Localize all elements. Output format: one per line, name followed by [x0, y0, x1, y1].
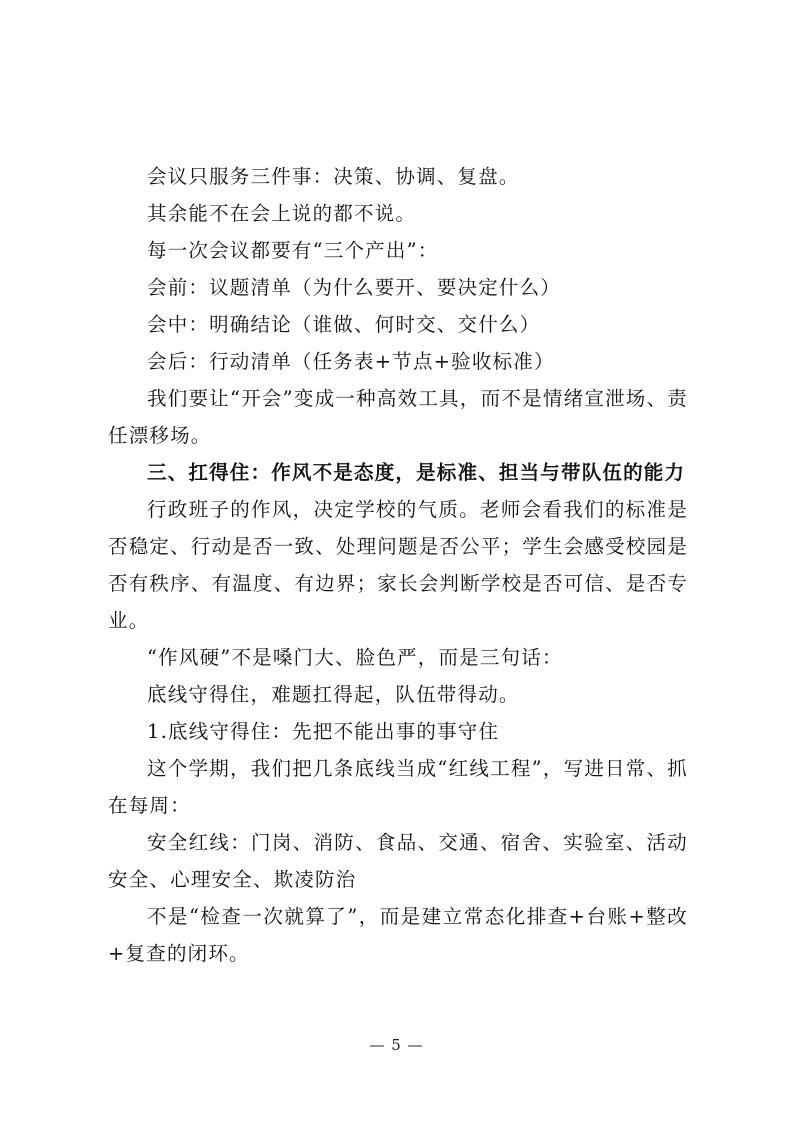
paragraph-before-meeting: 会前：议题清单（为什么要开、要决定什么）	[147, 276, 562, 299]
paragraph-red-line-project: 这个学期，我们把几条底线当成“红线工程”，写进日常、抓在每周：	[108, 757, 688, 817]
paragraph-after-meeting: 会后：行动清单（任务表+节点+验收标准）	[147, 350, 555, 373]
paragraph-leadership-style: 行政班子的作风，决定学校的气质。老师会看我们的标准是否稳定、行动是否一致、处理问题是否公平；学生会感受校园是否有秩序、有温度、有边界；家长会判断学校是否可信、是否专业。	[108, 498, 688, 632]
subheading-bottom-line: 1.底线守得住：先把不能出事的事守住	[147, 720, 500, 743]
paragraph-meeting-tool: 我们要让“开会”变成一种高效工具，而不是情绪宣泄场、责任漂移场。	[108, 387, 688, 447]
paragraph-meeting-rest: 其余能不在会上说的都不说。	[147, 202, 417, 225]
section-heading-three: 三、扛得住：作风不是态度，是标准、担当与带队伍的能力	[147, 461, 686, 484]
paragraph-closed-loop: 不是“检查一次就算了”，而是建立常态化排查+台账+整改+复查的闭环。	[108, 905, 688, 965]
paragraph-meeting-purpose: 会议只服务三件事：决策、协调、复盘。	[147, 165, 520, 188]
paragraph-safety-red-line: 安全红线：门岗、消防、食品、交通、宿舍、实验室、活动安全、心理安全、欺凌防治	[108, 831, 688, 891]
paragraph-during-meeting: 会中：明确结论（谁做、何时交、交什么）	[147, 313, 541, 336]
paragraph-tough-style: “作风硬”不是嗓门大、脸色严，而是三句话：	[147, 646, 563, 669]
paragraph-three-outputs: 每一次会议都要有“三个产出”：	[147, 239, 439, 262]
document-body	[108, 158, 688, 972]
page-number: — 5 —	[369, 1036, 424, 1054]
paragraph-three-sentences: 底线守得住，难题扛得起，队伍带得动。	[147, 683, 520, 706]
